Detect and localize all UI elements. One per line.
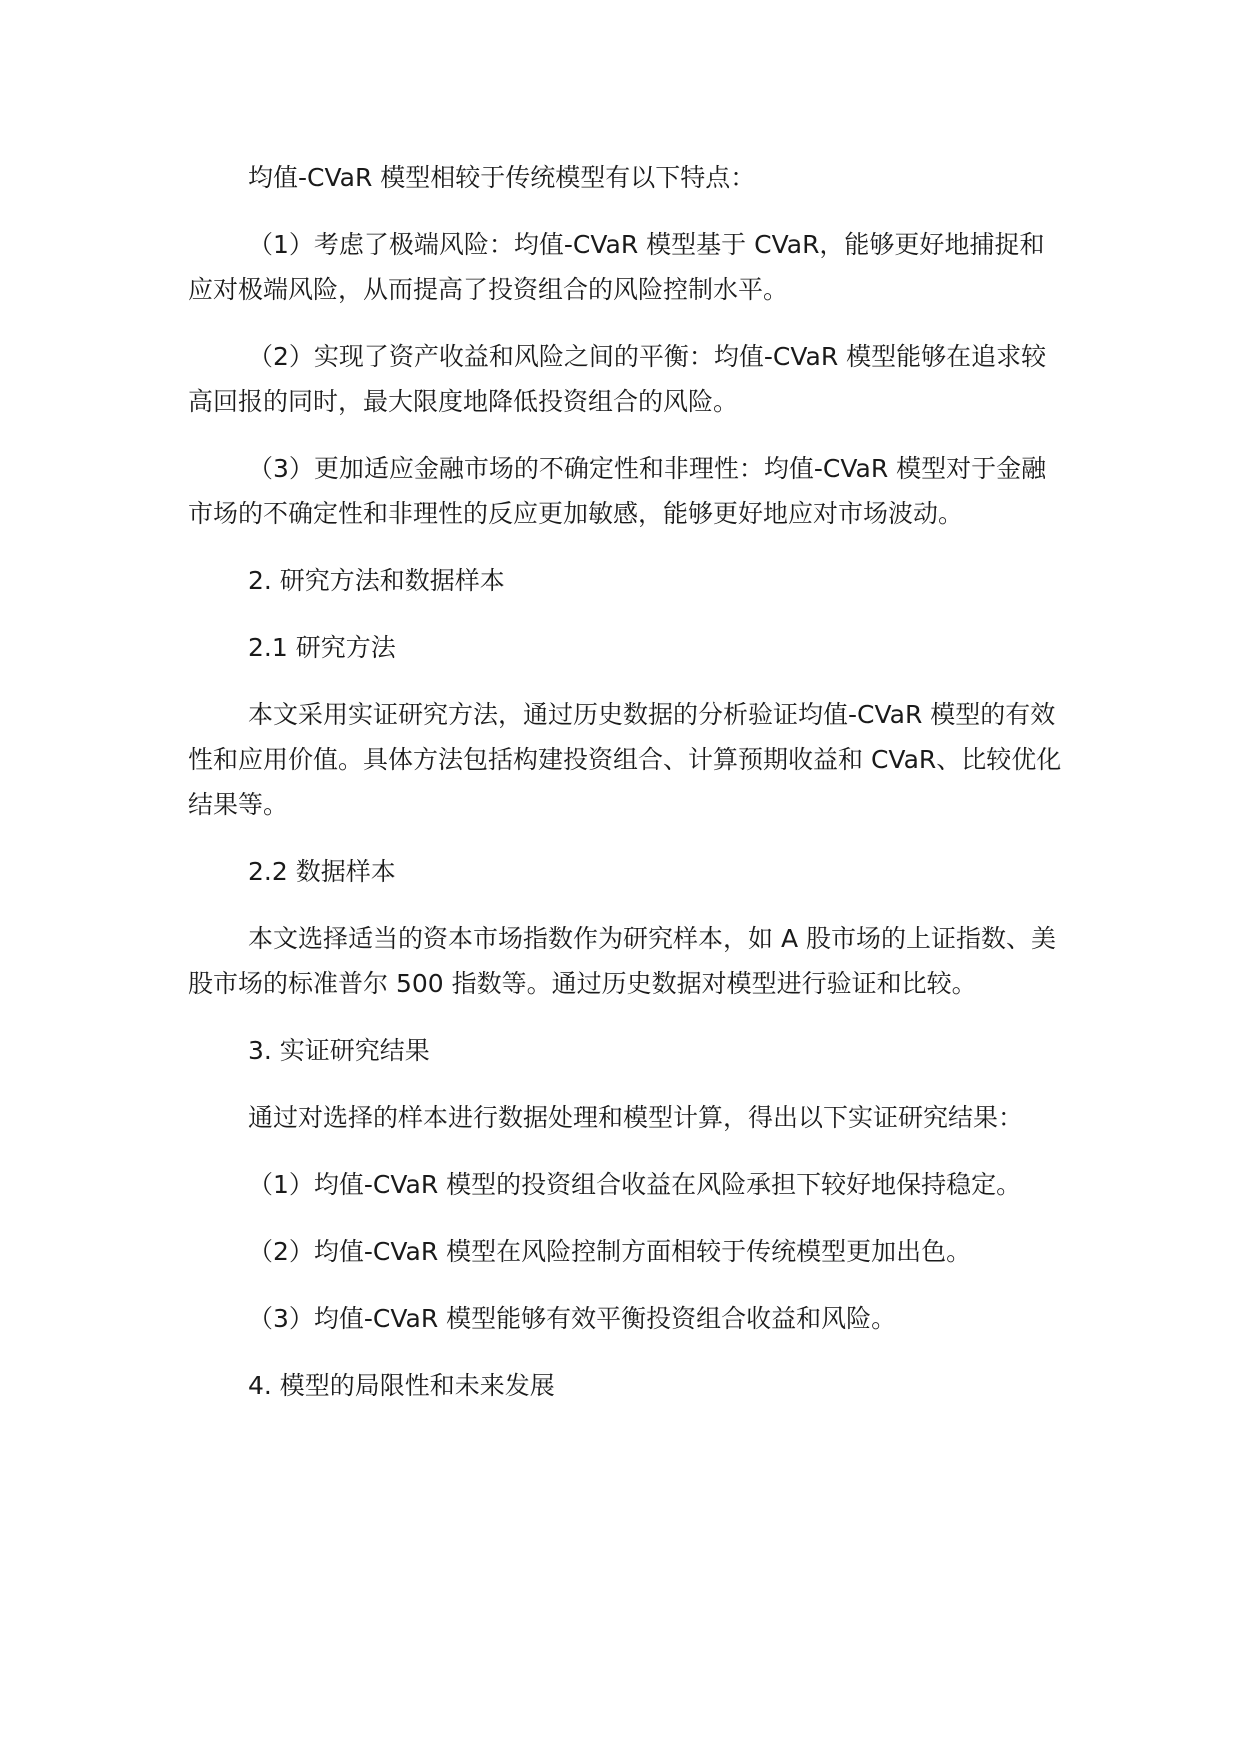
intro-paragraph: 均值-CVaR 模型相较于传统模型有以下特点： xyxy=(248,163,756,192)
result-item-1: （1）均值-CVaR 模型的投资组合收益在风险承担下较好地保持稳定。 xyxy=(248,1170,1022,1199)
document-body xyxy=(188,155,1068,1430)
subsection-heading-2-1: 2.1 研究方法 xyxy=(248,633,396,662)
feature-item-1: （1）考虑了极端风险：均值-CVaR 模型基于 CVaR，能够更好地捕捉和应对极端风险，从而提高了投资组合的风险控制水平。 xyxy=(188,230,1045,304)
feature-item-2: （2）实现了资产收益和风险之间的平衡：均值-CVaR 模型能够在追求较高回报的同时，最大限度地降低投资组合的风险。 xyxy=(188,342,1047,416)
result-item-3: （3）均值-CVaR 模型能够有效平衡投资组合收益和风险。 xyxy=(248,1304,897,1333)
results-intro-paragraph: 通过对选择的样本进行数据处理和模型计算，得出以下实证研究结果： xyxy=(248,1103,1024,1132)
section-heading-3: 3. 实证研究结果 xyxy=(248,1036,430,1065)
sample-paragraph: 本文选择适当的资本市场指数作为研究样本，如 A 股市场的上证指数、美股市场的标准普尔 500 指数等。通过历史数据对模型进行验证和比较。 xyxy=(188,924,1056,998)
section-heading-2: 2. 研究方法和数据样本 xyxy=(248,566,505,595)
method-paragraph: 本文采用实证研究方法，通过历史数据的分析验证均值-CVaR 模型的有效性和应用价值。具体方法包括构建投资组合、计算预期收益和 CVaR、比较优化结果等。 xyxy=(188,700,1062,819)
result-item-2: （2）均值-CVaR 模型在风险控制方面相较于传统模型更加出色。 xyxy=(248,1237,972,1266)
section-heading-4: 4. 模型的局限性和未来发展 xyxy=(248,1371,555,1400)
subsection-heading-2-2: 2.2 数据样本 xyxy=(248,857,396,886)
feature-item-3: （3）更加适应金融市场的不确定性和非理性：均值-CVaR 模型对于金融市场的不确定性和非理性的反应更加敏感，能够更好地应对市场波动。 xyxy=(188,454,1047,528)
